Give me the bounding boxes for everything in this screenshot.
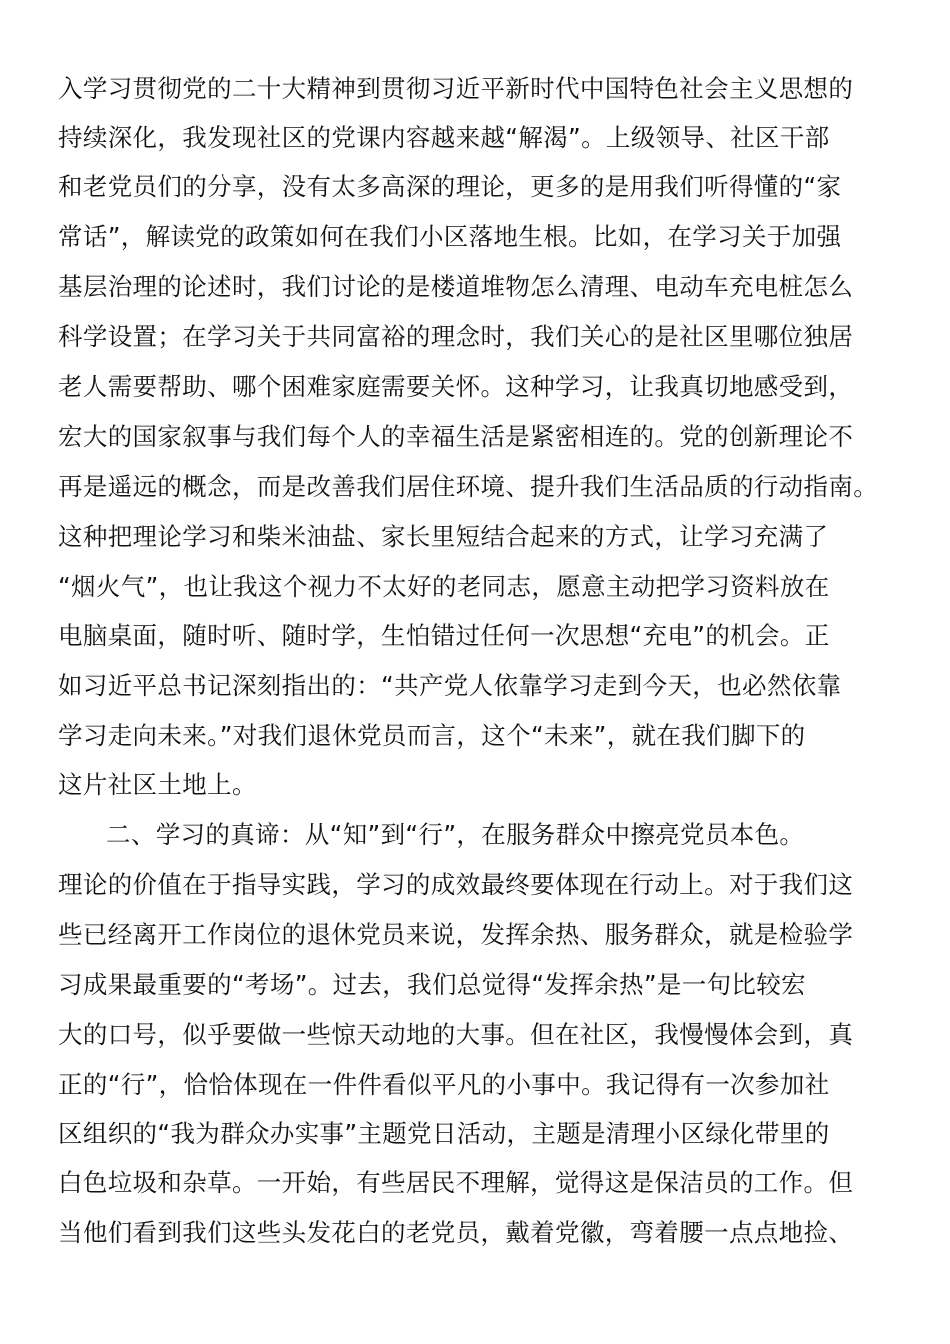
text-line: 如习近平总书记深刻指出的：“共产党人依靠学习走到今天，也必然依靠 — [58, 671, 842, 700]
text-line: 区组织的“我为群众办实事”主题党日活动，主题是清理小区绿化带里的 — [58, 1119, 830, 1148]
text-line: 学习走向未来。”对我们退休党员而言，这个“未来”，就在我们脚下的 — [58, 721, 806, 750]
text-line: 基层治理的论述时，我们讨论的是楼道堆物怎么清理、电动车充电桩怎么 — [58, 272, 854, 301]
text-line: 宏大的国家叙事与我们每个人的幸福生活是紧密相连的。党的创新理论不 — [58, 422, 854, 451]
section-heading: 二、学习的真谛：从“知”到“行”，在服务群众中擦亮党员本色。 — [106, 820, 805, 849]
text-line: 这片社区土地上。 — [58, 770, 257, 799]
text-line: 正的“行”，恰恰体现在一件件看似平凡的小事中。我记得有一次参加社 — [58, 1070, 830, 1099]
text-line: 再是遥远的概念，而是改善我们居住环境、提升我们生活品质的行动指南。 — [58, 472, 879, 501]
text-line: 和老党员们的分享，没有太多高深的理论，更多的是用我们听得懂的“家 — [58, 172, 842, 201]
text-line: 电脑桌面，随时听、随时学，生怕错过任何一次思想“充电”的机会。正 — [58, 621, 830, 650]
text-line: 理论的价值在于指导实践，学习的成效最终要体现在行动上。对于我们这 — [58, 870, 854, 899]
text-line: 白色垃圾和杂草。一开始，有些居民不理解，觉得这是保洁员的工作。但 — [58, 1168, 854, 1197]
text-line: 习成果最重要的“考场”。过去，我们总觉得“发挥余热”是一句比较宏 — [58, 970, 806, 999]
text-line: 入学习贯彻党的二十大精神到贯彻习近平新时代中国特色社会主义思想的 — [58, 74, 854, 103]
text-line: 这种把理论学习和柴米油盐、家长里短结合起来的方式，让学习充满了 — [58, 522, 829, 551]
text-line: “烟火气”，也让我这个视力不太好的老同志，愿意主动把学习资料放在 — [58, 572, 830, 601]
text-line: 常话”，解读党的政策如何在我们小区落地生根。比如，在学习关于加强 — [58, 222, 842, 251]
text-line: 当他们看到我们这些头发花白的老党员，戴着党徽，弯着腰一点点地捡、 — [58, 1218, 854, 1247]
text-line: 科学设置；在学习关于共同富裕的理念时，我们关心的是社区里哪位独居 — [58, 322, 854, 351]
text-line: 持续深化，我发现社区的党课内容越来越“解渴”。上级领导、社区干部 — [58, 123, 830, 152]
text-line: 大的口号，似乎要做一些惊天动地的大事。但在社区，我慢慢体会到，真 — [58, 1020, 854, 1049]
text-line: 老人需要帮助、哪个困难家庭需要关怀。这种学习，让我真切地感受到， — [58, 372, 854, 401]
text-line: 些已经离开工作岗位的退休党员来说，发挥余热、服务群众，就是检验学 — [58, 920, 854, 949]
